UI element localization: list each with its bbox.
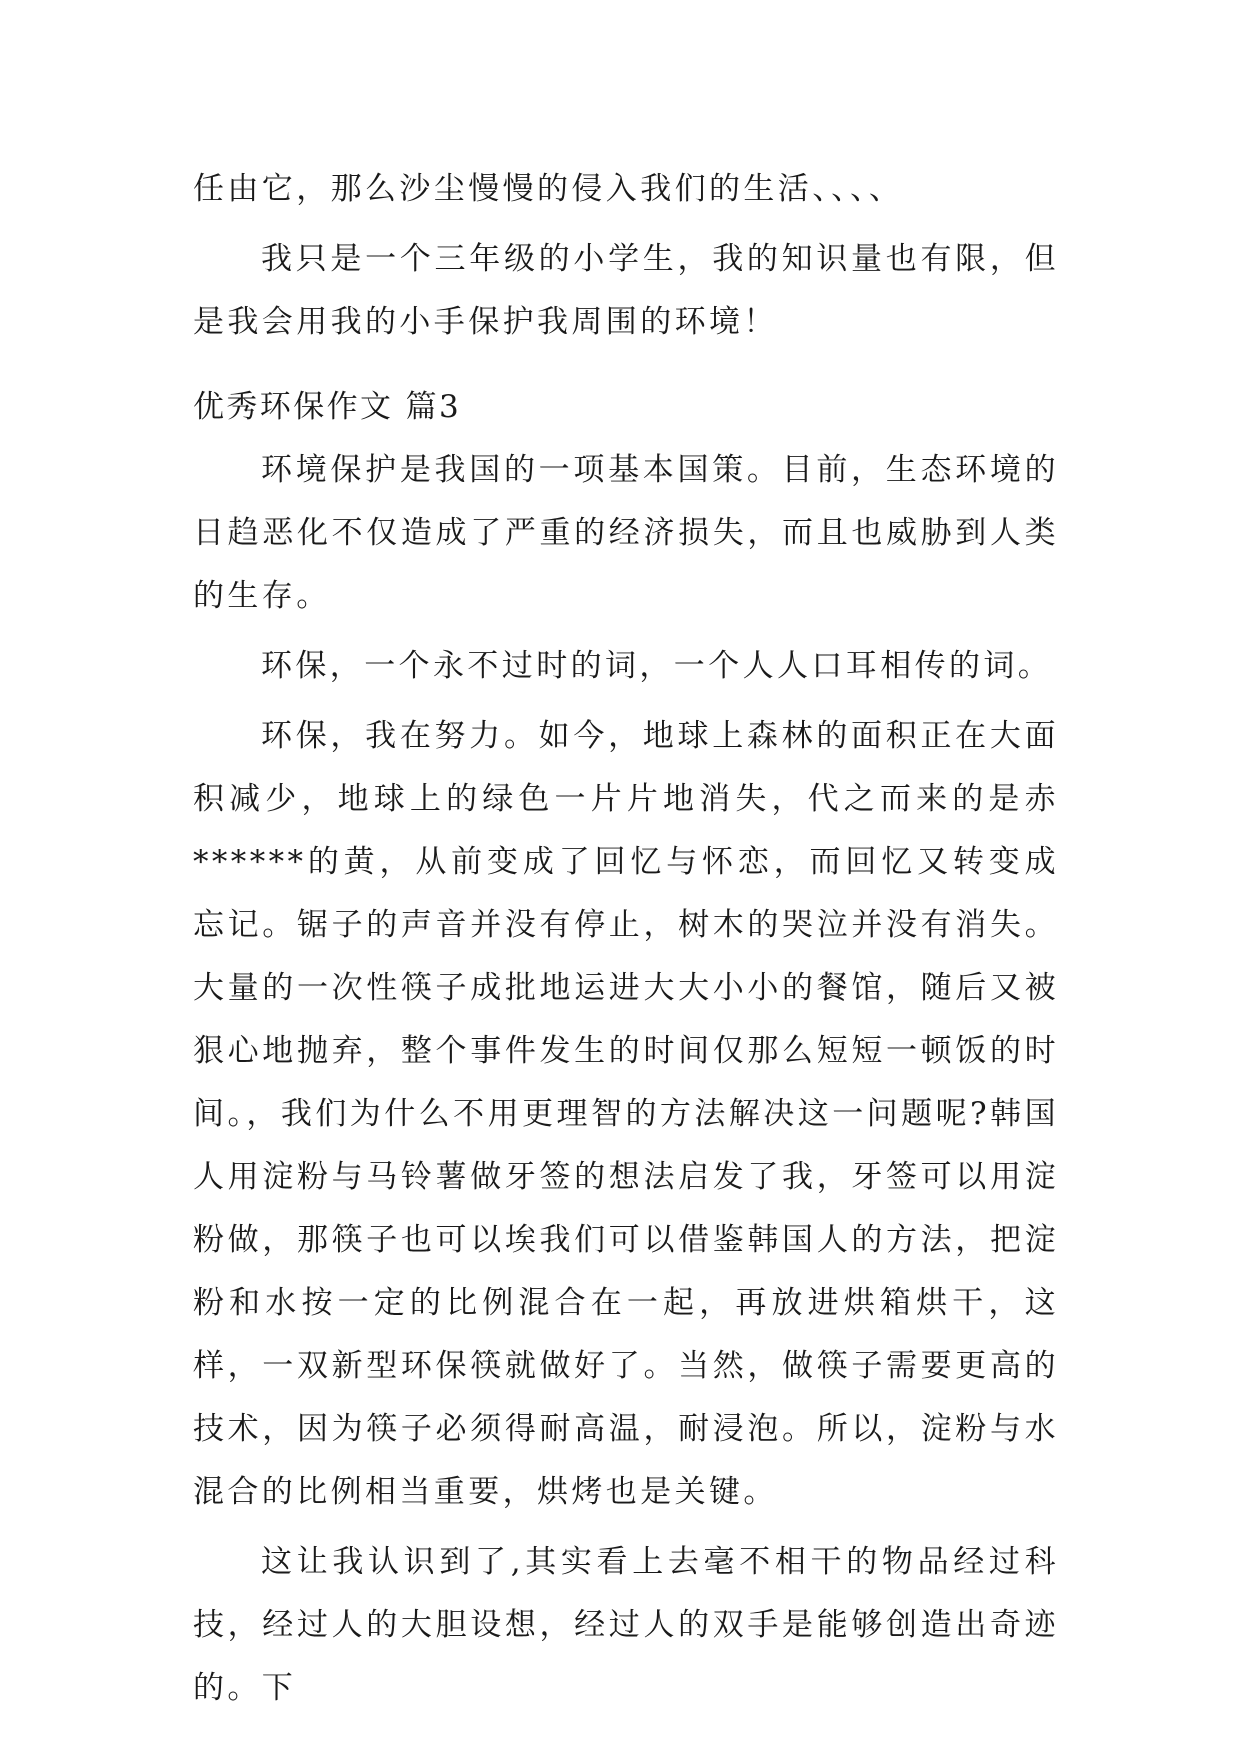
paragraph-closing: 我只是一个三年级的小学生，我的知识量也有限，但是我会用我的小手保护我周围的环境！ — [193, 241, 1059, 340]
paragraph-continuation: 任由它，那么沙尘慢慢的侵入我们的生活、、、、 — [193, 171, 904, 207]
section-paragraph-2: 环保，一个永不过时的词，一个人人口耳相传的词。 — [261, 648, 1053, 684]
section-paragraph-3: 环保，我在努力。如今，地球上森林的面积正在大面积减少，地球上的绿色一片片地消失，代之而来的是赤******的黄，从前变成了回忆与怀恋，而回忆又转变成忘记。锯子的声音并没有停止，树木的哭泣并没有消失。大量的一次性筷子成批地运进大大小小的餐馆，随后又被狠心地抛弃，整个事件发生的时间仅那么短短一顿饭的时间。，我们为什么不用更理智的方法解决这一问题呢?韩国人用淀粉与马铃薯做牙签的想法启发了我，牙签可以用淀粉做，那筷子也可以埃我们可以借鉴韩国人的方法，把淀粉和水按一定的比例混合在一起，再放进烘箱烘干，这样，一双新型环保筷就做好了。当然，做筷子需要更高的技术，因为筷子必须得耐高温，耐浸泡。所以，淀粉与水混合的比例相当重要，烘烤也是关键。 — [193, 718, 1059, 1510]
section-paragraph-1: 环境保护是我国的一项基本国策。目前，生态环境的日趋恶化不仅造成了严重的经济损失，而且也威胁到人类的生存。 — [193, 452, 1059, 614]
document-body — [193, 158, 1059, 1720]
section-paragraph-4: 这让我认识到了,其实看上去毫不相干的物品经过科技，经过人的大胆设想，经过人的双手是能够创造出奇迹的。下 — [193, 1544, 1059, 1706]
section-title: 优秀环保作文 篇3 — [193, 389, 462, 425]
